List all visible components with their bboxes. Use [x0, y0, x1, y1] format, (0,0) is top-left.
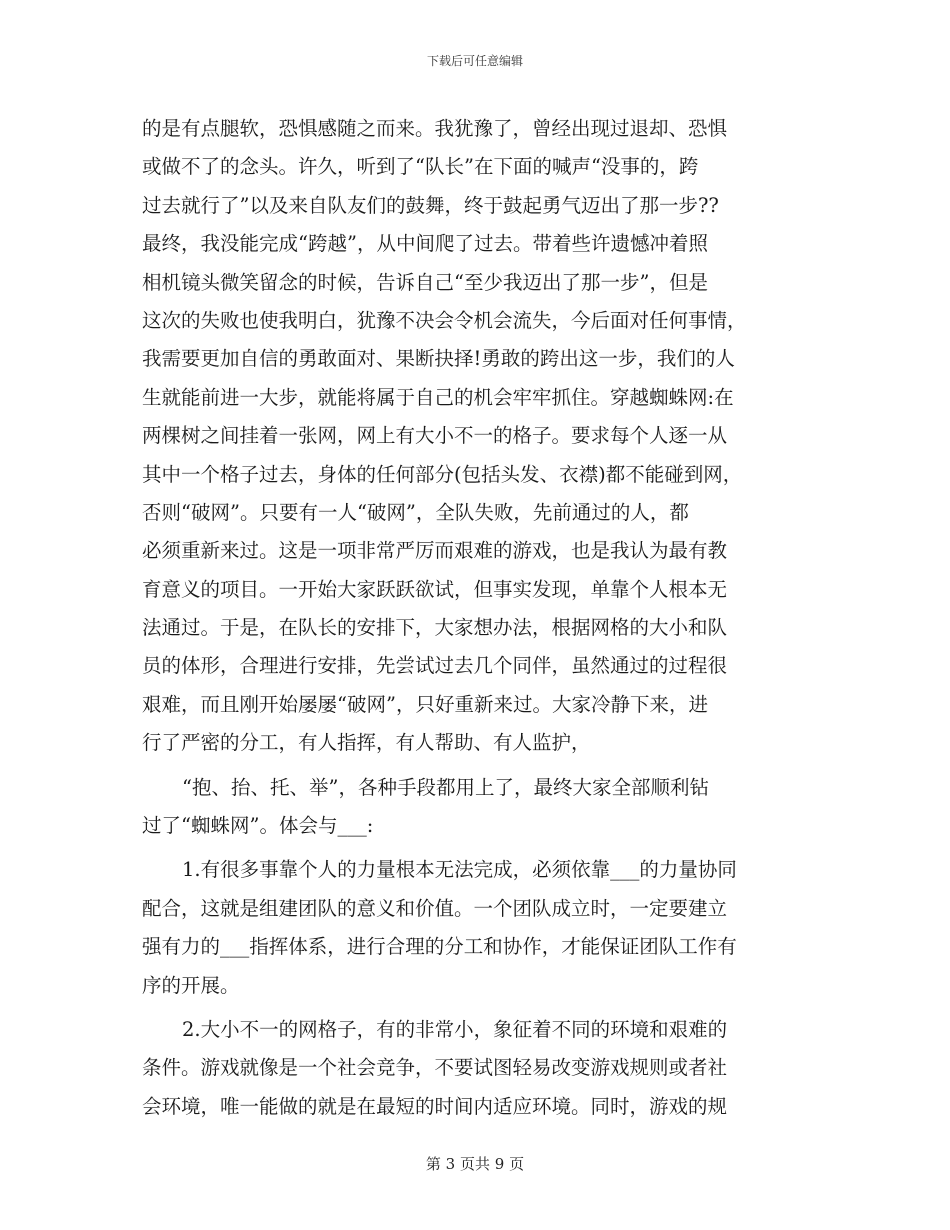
page-footer: 第 3 页共 9 页: [425, 1155, 525, 1173]
text-line: “抱、抬、托、举”，各种手段都用上了，最终大家全部顺利钻: [182, 775, 709, 799]
text-line: 强有力的___指挥体系，进行合理的分工和协作，才能保证团队工作有: [142, 935, 737, 959]
text-line: 法通过。于是，在队长的安排下，大家想办法，根据网格的大小和队: [142, 616, 728, 640]
text-line: 生就能前进一大步，就能将属于自己的机会牢牢抓住。穿越蜘蛛网:在: [142, 385, 734, 409]
text-line: 会环境，唯一能做的就是在最短的时间内适应环境。同时，游戏的规: [142, 1094, 728, 1118]
text-line: 条件。游戏就像是一个社会竞争，不要试图轻易改变游戏规则或者社: [142, 1056, 728, 1080]
text-line: 最终，我没能完成“跨越”，从中间爬了过去。带着些许遗憾冲着照: [142, 232, 708, 256]
text-line: 过去就行了”以及来自队友们的鼓舞，终于鼓起勇气迈出了那一步??: [142, 193, 719, 217]
text-line: 的是有点腿软，恐惧感随之而来。我犹豫了，曾经出现过退却、恐惧: [142, 117, 728, 140]
text-line: 相机镜头微笑留念的时候，告诉自己“至少我迈出了那一步”，但是: [142, 270, 708, 294]
document-body: [142, 110, 814, 1126]
paragraph: [142, 1011, 814, 1126]
text-line: 序的开展。: [142, 973, 240, 997]
text-line: 否则“破网”。只要有一人“破网”，全队失败，先前通过的人，都: [142, 500, 689, 524]
text-line: 其中一个格子过去，身体的任何部分(包括头发、衣襟)都不能碰到网，: [142, 462, 743, 486]
paragraph: [142, 769, 814, 846]
text-line: 过了“蜘蛛网”。体会与___:: [142, 814, 374, 838]
text-line: 两棵树之间挂着一张网，网上有大小不一的格子。要求每个人逐一从: [142, 424, 728, 448]
text-line: 行了严密的分工，有人指挥，有人帮助、有人监护，: [142, 731, 591, 755]
paragraph: [142, 110, 814, 763]
text-line: 员的体形，合理进行安排，先尝试过去几个同伴，虽然通过的过程很: [142, 654, 728, 678]
text-line: 1.有很多事靠个人的力量根本无法完成，必须依靠___的力量协同: [182, 858, 737, 882]
text-line: 2.大小不一的网格子，有的非常小，象征着不同的环境和艰难的: [182, 1017, 728, 1041]
text-line: 配合，这就是组建团队的意义和价值。一个团队成立时，一定要建立: [142, 896, 728, 920]
text-line: 或做不了的念头。许久，听到了“队长”在下面的喊声“没事的，跨: [142, 155, 699, 179]
text-line: 艰难，而且刚开始屡屡“破网”，只好重新来过。大家冷静下来，进: [142, 692, 708, 716]
text-line: 我需要更加自信的勇敢面对、果断抉择!勇敢的跨出这一步，我们的人: [142, 347, 735, 371]
text-line: 育意义的项目。一开始大家跃跃欲试，但事实发现，单靠个人根本无: [142, 577, 728, 601]
paragraph: [142, 851, 814, 1005]
page-header: 下载后可任意编辑: [426, 54, 523, 68]
text-line: 必须重新来过。这是一项非常严厉而艰难的游戏，也是我认为最有教: [142, 539, 728, 563]
text-line: 这次的失败也使我明白，犹豫不决会令机会流失，今后面对任何事情，: [142, 308, 747, 332]
